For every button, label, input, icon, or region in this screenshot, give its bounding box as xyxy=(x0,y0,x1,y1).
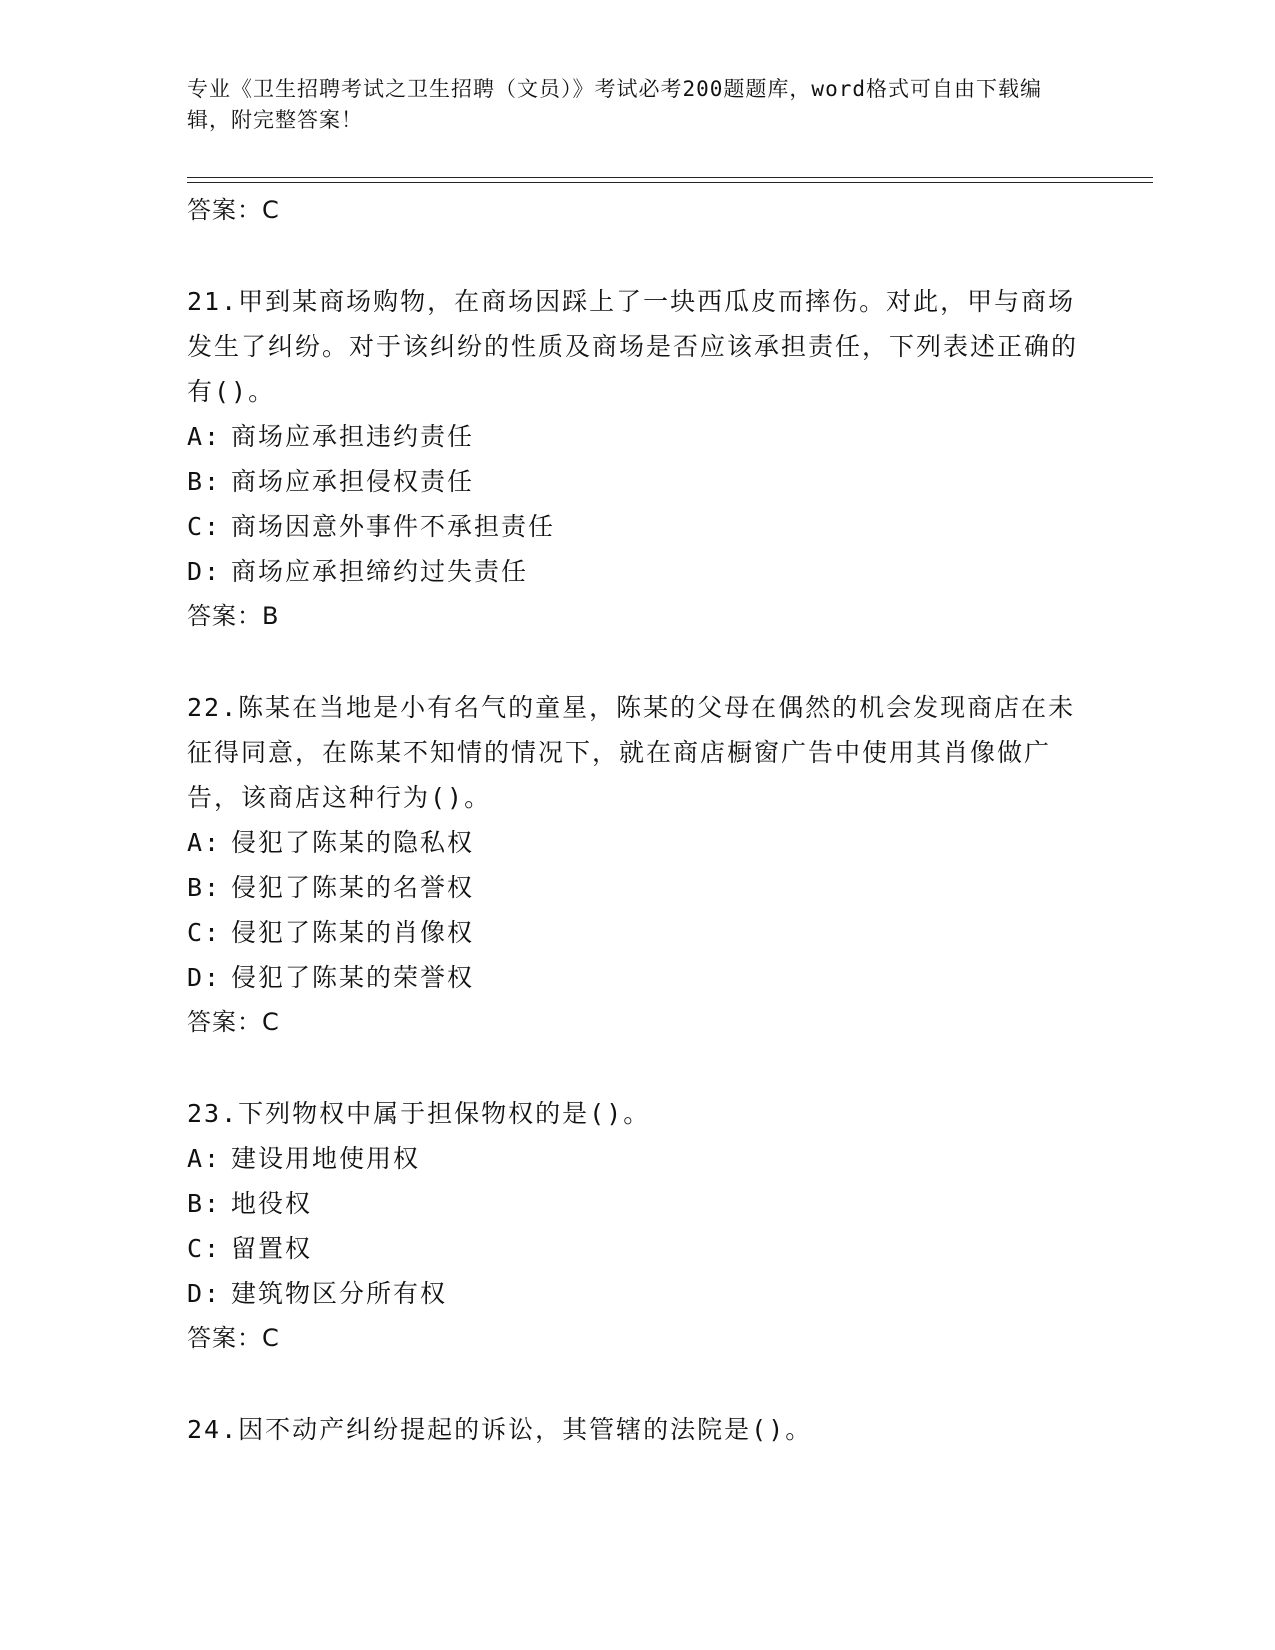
question-stem: 21.甲到某商场购物，在商场因踩上了一块西瓜皮而摔伤。对此，甲与商场发生了纠纷。对于该纠纷的性质及商场是否应该承担责任，下列表述正确的有()。 xyxy=(187,287,1079,406)
question-stem: 24.因不动产纠纷提起的诉讼，其管辖的法院是()。 xyxy=(187,1415,813,1444)
option-a xyxy=(187,414,1087,459)
option-b xyxy=(187,459,1087,504)
option-letter: C: xyxy=(187,1234,222,1263)
question-stem: 22.陈某在当地是小有名气的童星，陈某的父母在偶然的机会发现商店在未征得同意，在陈某不知情的情况下，就在商店橱窗广告中使用其肖像做广告，该商店这种行为()。 xyxy=(187,693,1076,812)
option-a xyxy=(187,1136,1087,1181)
question-stem: 23.下列物权中属于担保物权的是()。 xyxy=(187,1099,651,1128)
answer-line: 答案：B xyxy=(187,602,280,630)
option-letter: A: xyxy=(187,422,222,451)
option-text: 侵犯了陈某的荣誉权 xyxy=(231,963,475,992)
option-text: 侵犯了陈某的肖像权 xyxy=(231,918,475,947)
option-letter: D: xyxy=(187,557,222,586)
option-text: 地役权 xyxy=(231,1189,313,1218)
answer-line: 答案：C xyxy=(187,1008,280,1036)
option-text: 商场应承担侵权责任 xyxy=(231,467,475,496)
option-text: 商场因意外事件不承担责任 xyxy=(231,512,556,541)
option-text: 建筑物区分所有权 xyxy=(231,1279,448,1308)
option-text: 侵犯了陈某的名誉权 xyxy=(231,873,475,902)
option-c xyxy=(187,1226,1087,1271)
question-block xyxy=(187,279,1087,638)
option-letter: B: xyxy=(187,873,222,902)
document-header: 专业《卫生招聘考试之卫生招聘（文员）》考试必考200题题库，word格式可自由下载编辑，附完整答案！ xyxy=(187,77,1042,132)
option-letter: D: xyxy=(187,1279,222,1308)
option-a xyxy=(187,820,1087,865)
option-d xyxy=(187,549,1087,594)
question-block xyxy=(187,1091,1087,1360)
option-letter: C: xyxy=(187,512,222,541)
header-divider xyxy=(187,177,1153,178)
option-text: 商场应承担缔约过失责任 xyxy=(231,557,529,586)
option-text: 商场应承担违约责任 xyxy=(231,422,475,451)
option-b xyxy=(187,1181,1087,1226)
answer-line: 答案：C xyxy=(187,1324,280,1352)
answer-line: 答案：C xyxy=(187,196,280,224)
question-list xyxy=(187,188,1087,1452)
option-c xyxy=(187,910,1087,955)
question-block xyxy=(187,685,1087,1044)
option-d xyxy=(187,1271,1087,1316)
option-letter: D: xyxy=(187,963,222,992)
option-text: 侵犯了陈某的隐私权 xyxy=(231,828,475,857)
option-letter: C: xyxy=(187,918,222,947)
option-letter: A: xyxy=(187,1144,222,1173)
option-letter: B: xyxy=(187,1189,222,1218)
option-letter: B: xyxy=(187,467,222,496)
option-d xyxy=(187,955,1087,1000)
option-text: 建设用地使用权 xyxy=(231,1144,421,1173)
option-c xyxy=(187,504,1087,549)
header-divider-double xyxy=(187,182,1153,183)
option-letter: A: xyxy=(187,828,222,857)
question-block xyxy=(187,1407,1087,1452)
option-text: 留置权 xyxy=(231,1234,313,1263)
option-b xyxy=(187,865,1087,910)
